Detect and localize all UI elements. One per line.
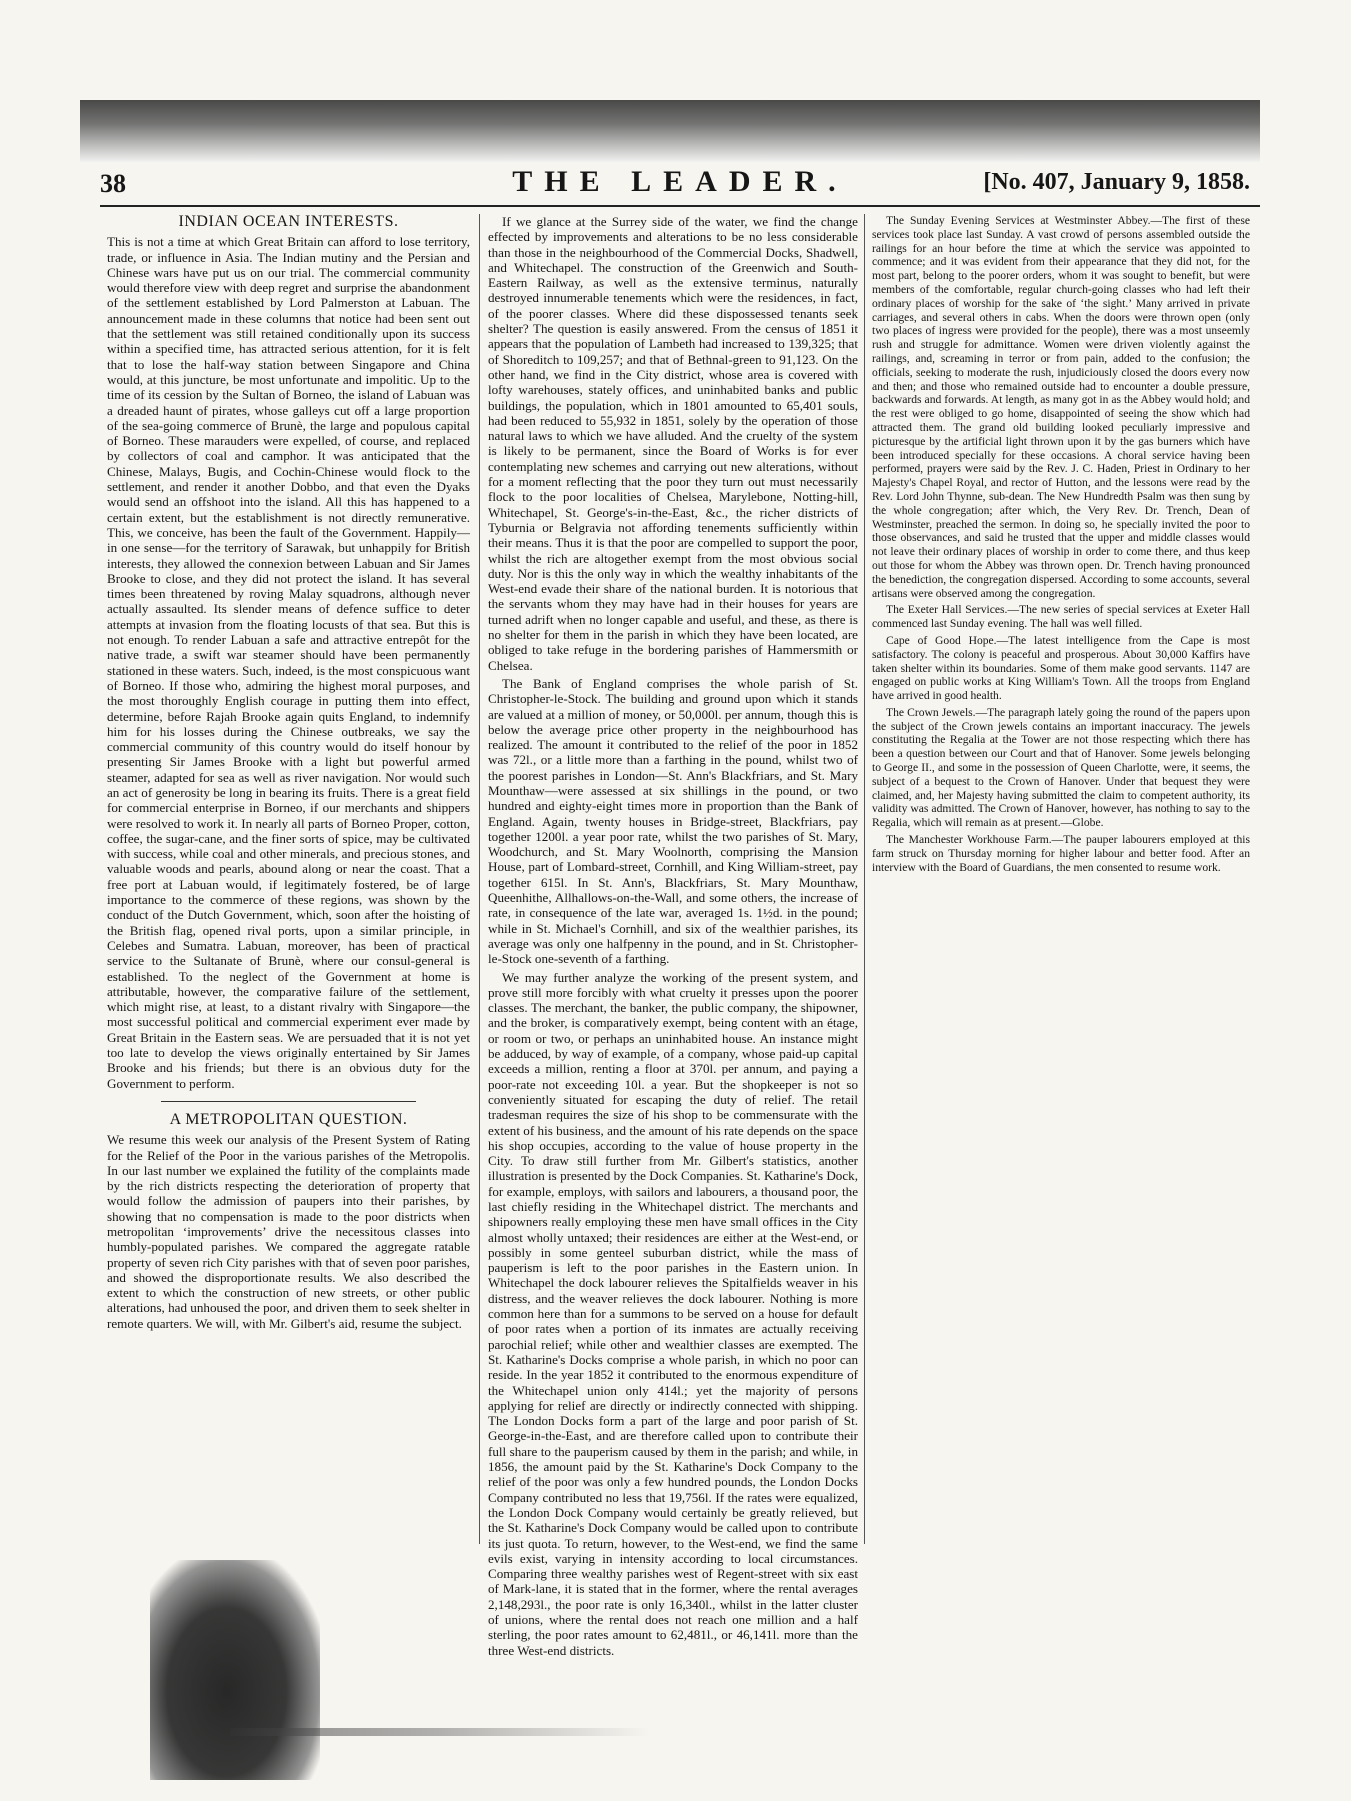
column-rule: [864, 214, 865, 1544]
article-paragraph: We resume this week our analysis of the Present System of Rating for the Relief of the Poor in the various parishes of the Metropolis. In our last number we explained the futility of the complaints made by the rich districts respecting the deterioration of property that would follow the admission of paupers into their parishes, by showing that no compensation is made to the poor districts when metropolitan ‘improvements’ drive the necessitous classes into humbly-populated parishes. We compared the aggregate ratable property of seven rich City parishes with that of seven poor parishes, and showed the disproportionate results. We also described the extent to which the construction of new streets, or other public alterations, had unhoused the poor, and driven them to seek shelter in remote quarters. We will, with Mr. Gilbert's aid, resume the subject.: [107, 1132, 470, 1331]
article-paragraph: This is not a time at which Great Britain can afford to lose territory, trade, or influence in Asia. The Indian mutiny and the Persian and Chinese wars have put us on our trial. The commercial community would therefore view with deep regret and surprise the abandonment of the settlement established by Lord Palmerston at Labuan. The announcement made in these columns that notice had been sent out that the settlement was still retained conditionally upon its success within a specified time, has attracted serious attention, for it is felt that to lose the half-way station between Singapore and China would, at this juncture, be most unfortunate and impolitic. Up to the time of its cession by the Sultan of Borneo, the island of Labuan was a dreaded haunt of pirates, whose galleys cut off a large proportion of the sea-going commerce of Brunè, the large and populous capital of Borneo. These marauders were expelled, of course, and replaced by collectors of coal and camphor. It was anticipated that the Chinese, Malays, Bugis, and Cochin-Chinese would flock to the settlement, and render it another Dobbo, and that even the Dyaks would send an offshoot into the island. All this has happened to a certain extent, but the establishment is not directly remunerative. This, we conceive, has been the fault of the Government. Happily—in one sense—for the territory of Sarawak, but unhappily for British interests, they allowed the connexion between Labuan and Sir James Brooke to close, and they did not protect the island. It has several times been threatened by roving Malay squadrons, although never actually assaulted. Its slender means of defence suffice to deter attempts at invasion from the floating locusts of that sea. But this is not enough. To render Labuan a safe and attractive entrepôt for the native trade, a swift war steamer should have been permanently stationed in these waters. Such, indeed, is the most conspicuous want of Borneo. If those who, admiring the highest moral purposes, and the most thoroughly English courage in putting them into effect, determine, before Rajah Brooke again quits England, to indemnify him for his losses during the Chinese outbreaks, we say the commercial community of this country would do itself honour by presenting Sir James Brooke with a light but powerful armed steamer, adapted for sea as well as river navigation. Nor would such an act of generosity be long in bearing its fruits. There is a great field for commercial enterprise in Borneo, if our merchants and shippers were resolved to work it. In nearly all parts of Borneo Proper, cotton, coffee, the sugar-cane, and the finer sorts of spice, may be cultivated with success, while coal and other minerals, and precious stones, and valuable woods and pearls, abound along or near the coast. That a free port at Labuan would, if legitimately fostered, be of large importance to the commerce of these regions, was shown by the conduct of the Dutch Government, which, soon after the hoisting of the British flag, opened rival ports, upon a similar principle, in Celebes and Sumatra. Labuan, moreover, has been of practical service to the Sultanate of Brunè, where our consul-general is established. To the neglect of the Government at home is attributable, however, the comparative failure of the settlement, which might rise, at least, to a distant rivalry with Singapore—the most successful political and commercial experiment ever made by Great Britain in the Eastern seas. We are persuaded that it is not yet too late to develop the views originally entertained by Sir James Brooke and his friends; but there is an obvious duty for the Government to perform.: [107, 234, 470, 1091]
article-paragraph: If we glance at the Surrey side of the water, we find the change effected by improvements and alterations to be no less considerable than those in the neighbourhood of the Commercial Docks, Shadwell, and Whitechapel. The construction of the Greenwich and South-Eastern Railway, as well as the extensive terminus, naturally destroyed innumerable tenements which were the residences, in fact, of the poorer classes. Where did these dispossessed tenants seek shelter? The question is easily answered. From the census of 1851 it appears that the population of Lambeth had increased to 139,325; that of Shoreditch to 109,257; and that of Bethnal-green to 91,123. On the other hand, we find in the City district, whose area is covered with lofty warehouses, stately offices, and uninhabited banks and public buildings, the population, which in 1801 amounted to 65,401 souls, had been reduced to 55,932 in 1851, solely by the operation of those natural laws to which we have alluded. And the cruelty of the system is likely to be permanent, since the Board of Works is for ever contemplating new schemes and carrying out new alterations, without for a moment reflecting that the poor they turn out must necessarily flock to the poor localities of Chelsea, Marylebone, Notting-hill, Whitechapel, St. George's-in-the-East, &c., the richer districts of Tyburnia or Belgravia not affording tenements sufficiently within their means. Thus it is that the poor are compelled to support the poor, whilst the rich are altogether exempt from the most obvious social duty. Nor is this the only way in which the wealthy inhabitants of the West-end evade their share of the national burden. It is notorious that the servants whom they may have had in their houses for years are turned adrift when no longer capable and useful, and these, as there is no shelter for them in the parish in which they have been located, are obliged to take refuge in the bordering parishes of Hammersmith or Chelsea.: [488, 214, 858, 673]
article-heading: A METROPOLITAN QUESTION.: [169, 1110, 408, 1128]
column-3: [872, 214, 1250, 1544]
column-rule: [479, 214, 480, 1544]
paper-title: THE LEADER.: [512, 165, 848, 198]
news-item: Cape of Good Hope.—The latest intelligence from the Cape is most satisfactory. The colony is peaceful and prosperous. About 30,000 Kaffirs have taken shelter within its boundaries. Some of them make good servants. 1147 are engaged on public works at King William's Town. All the troops from England have arrived in good health.: [872, 633, 1250, 703]
page-number: 38: [100, 169, 126, 198]
scan-streak: [230, 1728, 650, 1736]
masthead: [100, 165, 1260, 207]
news-item: The Exeter Hall Services.—The new series of special services at Exeter Hall commenced last Sunday evening. The hall was well filled.: [872, 603, 1250, 631]
article-paragraph: The Bank of England comprises the whole parish of St. Christopher-le-Stock. The building and ground upon which it stands are valued at a million of money, or 50,000l. per annum, though this is below the average price other property in the neighbourhood has realized. The amount it contributed to the relief of the poor in 1852 was 72l., or a little more than a farthing in the pound, whilst two of the poorest parishes in London—St. Ann's Blackfriars, and St. Mary Mounthaw—were assessed at six shillings in the pound, or two hundred and eighty-eight times more in proportion than the Bank of England. Again, twenty houses in Bridge-street, Blackfriars, pay together 1200l. a year poor rate, whilst the two parishes of St. Mary, Woodchurch, and St. Mary Woolnorth, comprising the Mansion House, part of Lombard-street, Cornhill, and King William-street, pay together 615l. In St. Ann's, Blackfriars, St. Mary Mounthaw, Queenhithe, Allhallows-on-the-Wall, and some others, the increase of rate, in consequence of the late war, averaged 1s. 1½d. in the pound; while in St. Michael's Cornhill, and six of the wealthier parishes, its average was only one halfpenny in the pound, and in St. Christopher-le-Stock one-seventh of a farthing.: [488, 675, 858, 967]
scan-artefact: [150, 1560, 320, 1780]
scan-edge-shadow: [80, 100, 1260, 162]
news-item: The Sunday Evening Services at Westminster Abbey.—The first of these services took place last Sunday. A vast crowd of persons assembled outside the railings for an hour before the time at which the service was appointed to commence; and it was evident from their appearance that they did not, for the most part, belong to the poorer orders, whom it was sought to benefit, but were members of the comfortable, regular church-going classes who had left their ordinary places of worship for the sake of ‘the sight.’ Many arrived in private carriages, and several others in cabs. When the doors were thrown open (only two places of ingress were provided for the people), there was a most unseemly rush and struggle for admittance. Women were driven violently against the railings, and, screaming in terror or from pain, added to the confusion; the officials, seeking to moderate the rush, injudiciously closed the doors every now and then; and those who remained outside had to encounter a double pressure, backwards and forwards. At length, as many got in as the Abbey would hold; and the rest were obliged to go home, disappointed of seeing the show which had attracted them. The grand old building looked peculiarly impressive and picturesque by the artificial light thrown upon it by the gas burners which have been introduced specially for these occasions. A choral service having been performed, prayers were said by the Rev. J. C. Haden, Priest in Ordinary to her Majesty's Chapel Royal, and rector of Hutton, and the lessons were read by the Rev. Lord John Thynne, sub-dean. The New Hundredth Psalm was then sung by the whole congregation; after which, the Very Rev. Dr. Trench, Dean of Westminster, preached the sermon. In doing so, he specially invited the poor to those observances, and said he trusted that the upper and middle classes would not leave their ordinary places of worship in order to come there, and thus keep out those for whom the Abbey was thrown open. Dr. Trench having pronounced the benediction, the congregation dispersed. According to some accounts, several artisans were observed among the congregation.: [872, 214, 1250, 600]
column-2: [488, 214, 858, 1658]
news-item: The Manchester Workhouse Farm.—The pauper labourers employed at this farm struck on Thursday morning for higher labour and better food. After an interview with the Board of Guardians, the men consented to resume work.: [872, 833, 1250, 874]
divider: [161, 1101, 415, 1102]
news-item: The Crown Jewels.—The paragraph lately going the round of the papers upon the subject of the Crown jewels contains an important inaccuracy. The jewels constituting the Regalia at the Tower are not those respecting which there has been a question between our Court and that of Hanover. Some jewels belonging to George II., and some in the possession of Queen Charlotte, were, it seems, the subject of a bequest to the Crown of Hanover. Under that bequest they were claimed, and, her Majesty having submitted the claim to competent authority, its validity was admitted. The Crown of Hanover, however, has nothing to say to the Regalia, which will remain as at present.—Globe.: [872, 705, 1250, 830]
issue-info: [No. 407, January 9, 1858.: [983, 169, 1250, 195]
column-1: [107, 214, 470, 1544]
article-paragraph: We may further analyze the working of the present system, and prove still more forcibly with what cruelty it presses upon the poorer classes. The merchant, the banker, the public company, the shipowner, and the broker, is comparatively exempt, being content with an étage, or room or two, or perhaps an uninhabited house. An instance might be adduced, by way of example, of a company, whose paid-up capital exceeds a million, renting a floor at 370l. per annum, and paying a poor-rate not exceeding 10l. a year. But the shopkeeper is not so conveniently situated for escaping the duty of relief. The retail tradesman requires the size of his shop to be commensurate with the extent of his business, and the amount of his rate depends on the space his shop occupies, according to the value of house property in the City. To draw still further from Mr. Gilbert's statistics, another illustration is presented by the Dock Companies. St. Katharine's Dock, for example, employs, with sailors and labourers, a thousand poor, the last chiefly residing in the Whitechapel district. The merchants and shipowners really employing these men have small offices in the City almost wholly untaxed; their residences are either at the West-end, or possibly in some genteel suburban district, while the mass of pauperism is left to the poor parishes in the Eastern union. In Whitechapel the dock labourer relieves the Spitalfields weaver in his distress, and the weaver relieves the dock labourer. Nothing is more common here than for a summons to be served on a house for default of poor rates when a portion of its inmates are actually receiving parochial relief; while other and wealthier classes are exempted. The St. Katharine's Docks comprise a whole parish, in which no poor can reside. In the year 1852 it contributed to the enormous expenditure of the Whitechapel union only 414l.; yet the majority of persons applying for relief are directly or indirectly connected with shipping. The London Docks form a part of the large and poor parish of St. George-in-the-East, and are therefore called upon to contribute their full share to the pauperism caused by them in the parish; and while, in 1856, the amount paid by the St. Katharine's Dock Company to the relief of the poor was only a few hundred pounds, the London Docks Company contributed no less that 19,756l. If the rates were equalized, the London Dock Company would certainly be greatly relieved, but the St. Katharine's Dock Company would be called upon to contribute its just quota. To return, however, to the West-end, we find the same evils exist, varying in intensity according to local circumstances. Comparing three wealthy parishes west of Regent-street with six east of Mark-lane, it is stated that in the former, where the rental averages 2,148,293l., the poor rate is only 16,340l., whilst in the latter cluster of unions, where the rental does not reach one million and a half sterling, the poor rates amount to 62,481l., or 46,141l. more than the three West-end districts.: [488, 969, 858, 1658]
article-heading: INDIAN OCEAN INTERESTS.: [178, 213, 399, 230]
